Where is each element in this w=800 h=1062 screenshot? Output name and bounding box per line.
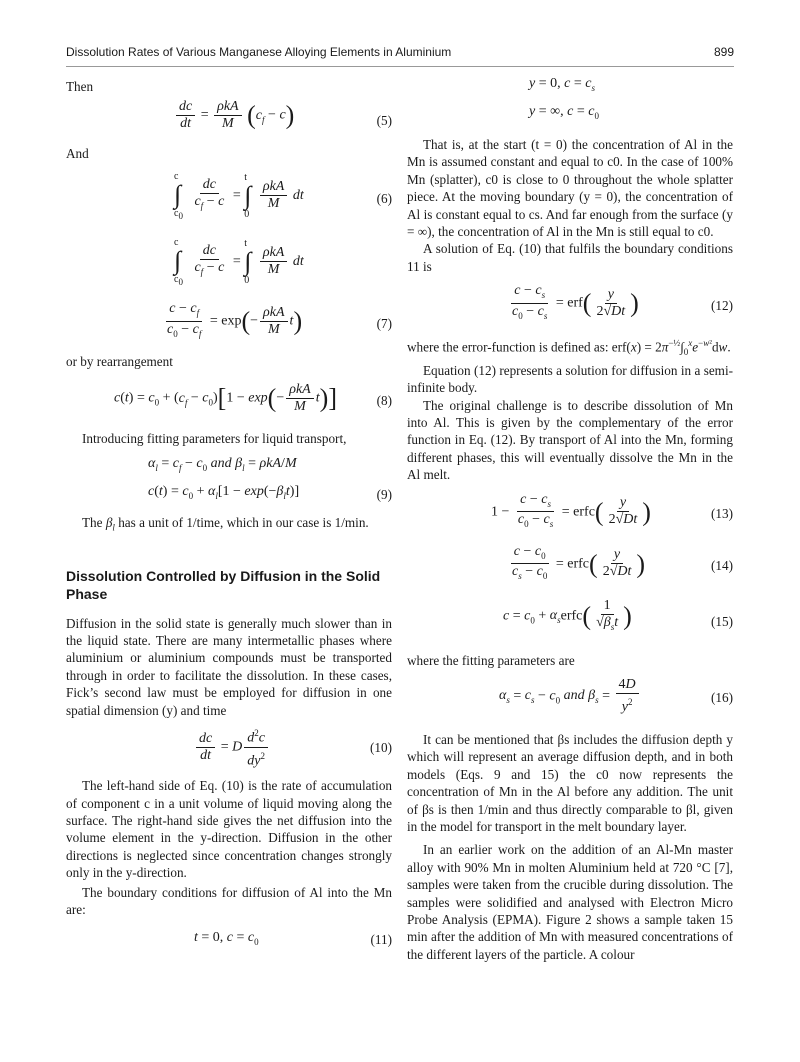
section-title: Dissolution Controlled by Diffusion in the Solid Phase [66, 567, 381, 602]
eq-number-7: (7) [376, 315, 392, 331]
equation-10: $\frac{dc}{dt}$ = D $\frac{d^2c}{dy^2}$ (10) [66, 725, 392, 771]
para-error-function: where the error-function is defined as: $erf(x) = 2\pi^{-\frac{1}{2}}\int_0^xe^{-w^2}dw$. [407, 338, 731, 358]
equation-11: t = 0, $c = c_0$ (11) [194, 930, 392, 948]
eq-number-9: (9) [376, 486, 392, 502]
para-beta-s: It can be mentioned that βs includes the diffusion depth y which will represent an average diffusion depth, and in both models (Eqs. 9 and 15) the c0 now represents the concentration of Mn in the Al before any addition. The unit of βs is then 1/min and thus directly comparable to βl, given in the model for transport in the melt boundary layer. [407, 731, 733, 834]
running-title: Dissolution Rates of Various Manganese Alloying Elements in Aluminium [66, 45, 452, 59]
eq-number-15: (15) [711, 613, 733, 629]
left-column [66, 74, 392, 954]
equation-6b: c ∫ $c_0$ $\frac{dc}{c_f - c}$ = t ∫ 0 $\frac{\text{ρkA}}{M}$ dt [174, 236, 304, 287]
text-rearrange: or by rearrangement [66, 353, 173, 369]
para-solution: A solution of Eq. (10) that fulfils the boundary conditions 11 is [407, 241, 733, 274]
beta-unit-text: has a unit of 1/time, which in our case is 1/min. [118, 514, 369, 530]
para-boundary-explain: That is, at the start (t = 0) the concentration of Al in the Mn is assumed constant and equal to c0. In the case of 100% Mn (splatter), c0 is close to 0 throughout the whole splatter piece. At the moving boundary (y = 0), the concentration of Al is constant equal to cs. And far enough from the surface (y = ∞), the concentration of Al in the Mn is still equal to c0. [407, 137, 733, 240]
para-boundary-intro: The boundary conditions for diffusion of Al into the Mn are: [66, 884, 392, 917]
para-earlier-work: In an earlier work on the addition of an Al-Mn master alloy with 90% Mn in molten Aluminium held at 720 °C [7], samples were taken from the crucible during dissolution. The samples were solidified and analysed with Electron Micro Probe Analysis (EPMA). Figure 2 shows a sample taken 15 min after the addition of Mn with measured concentrations of the different layers of the particle. A colour [407, 842, 733, 962]
equation-7: $\frac{c - c_f}{c_0 - c_f}$ = exp(− $\frac{\text{ρkA}}{M}$ t) (7) [167, 300, 392, 339]
equation-9: $c(t) = c_0 + \alpha_l[1 - \exp(-\beta_lt)]$ (9) [148, 483, 392, 502]
eq-number-13: (13) [711, 505, 733, 521]
eq-number-6: (6) [376, 190, 392, 206]
right-column [407, 74, 733, 963]
para-left-hand-side [66, 777, 392, 881]
para-solid-diffusion: Diffusion in the solid state is generally much slower than in the liquid state. There are many intermetallic phases where aluminium or aluminium compounds must be transported through in order to facilitate the dissolution. In these cases, Fick’s second law must be employed for diffusion in one spatial dimension (y) and time [66, 615, 392, 718]
para-lhs-prefix: The left-hand side of Eq. (10) [82, 778, 244, 794]
eq-number-8: (8) [376, 393, 392, 409]
equation-12: $\frac{c - c_s}{c_0 - c_s}$ = erf( $\frac{y}{2√Dt}$ ) (12) [512, 283, 733, 321]
para-semi-infinite: Equation (12) represents a solution for diffusion in a semi-infinite body. [407, 362, 733, 396]
eq-number-16: (16) [711, 689, 733, 705]
text-then: Then [66, 79, 94, 94]
para-lhs-body: is the rate of accumulation of component c in a unit volume of liquid moving along the surface. The right-hand side gives the net diffusion into the volume element in the y-direction. Diffusion in the other directions is neglected since concentration changes strongly only in the y-direction. [66, 778, 393, 881]
equation-16: $\alpha_s = c_s - c_0$ and $\beta_s$ = $\frac{4D}{y^2}$ (16) [499, 676, 733, 715]
equation-15: $c = c_0$ + $\alpha_serfc$( $\frac{1}{√\beta_st}$ ) (15) [503, 597, 733, 632]
equation-11c: y = ∞, $c = c_0$ [529, 104, 599, 121]
eq-number-11: (11) [370, 932, 392, 948]
para-challenge: The original challenge is to describe dissolution of Mn into Al. This is given by the complementary of the error function in Eq. (12). By transport of Al into the Mn, forming different phases, this will eventually dissolve the Mn in the Al melt. [407, 397, 733, 483]
equation-5: $\frac{dc}{dt}$ = $\frac{\text{ρkA}}{M}$ $(c_f - c)$ (5) [66, 99, 392, 143]
page-number: 899 [713, 45, 734, 59]
text-intro-fit: Introducing fitting parameters for liquid transport, [82, 431, 347, 447]
equation-9a: $\alpha_l = c_f - c_0$ and $\beta_l = \rho kA/M$ [148, 455, 297, 473]
equation-11b: y = 0, $c = c_s$ [529, 76, 595, 93]
text-and: And [66, 146, 89, 162]
eq-number-10: (10) [370, 740, 392, 756]
eq-number-5: (5) [376, 113, 392, 129]
equation-14: $\frac{c - c_0}{c_s - c_0}$ = erfc( $\frac{y}{2√Dt}$ ) (14) [512, 543, 733, 582]
equation-6a: c ∫ $c_0$ $\frac{dc}{c_f - c}$ = t ∫ 0 $\frac{\text{ρkA}}{M}$ dt (6) [174, 170, 392, 221]
eq-number-14: (14) [711, 557, 733, 573]
error-function-text: where the error-function is defined as: [407, 339, 609, 355]
eq-number-12: (12) [711, 298, 733, 314]
equation-8: $c(t) = c_0 + (c_f - c_0)[1 - \exp(-$ $\frac{\text{ρkA}}{M}$ t)] (8) [114, 382, 392, 415]
para-fitting: where the fitting parameters are [407, 652, 575, 668]
running-header [66, 40, 734, 67]
equation-13: 1 − $\frac{c - c_s}{c_0 - c_s}$ = erfc( $\frac{y}{2√Dt}$ ) (13) [491, 491, 733, 530]
text-beta-unit: The $\beta_l$ has a unit of 1/time, which in our case is 1/min. [82, 514, 369, 533]
